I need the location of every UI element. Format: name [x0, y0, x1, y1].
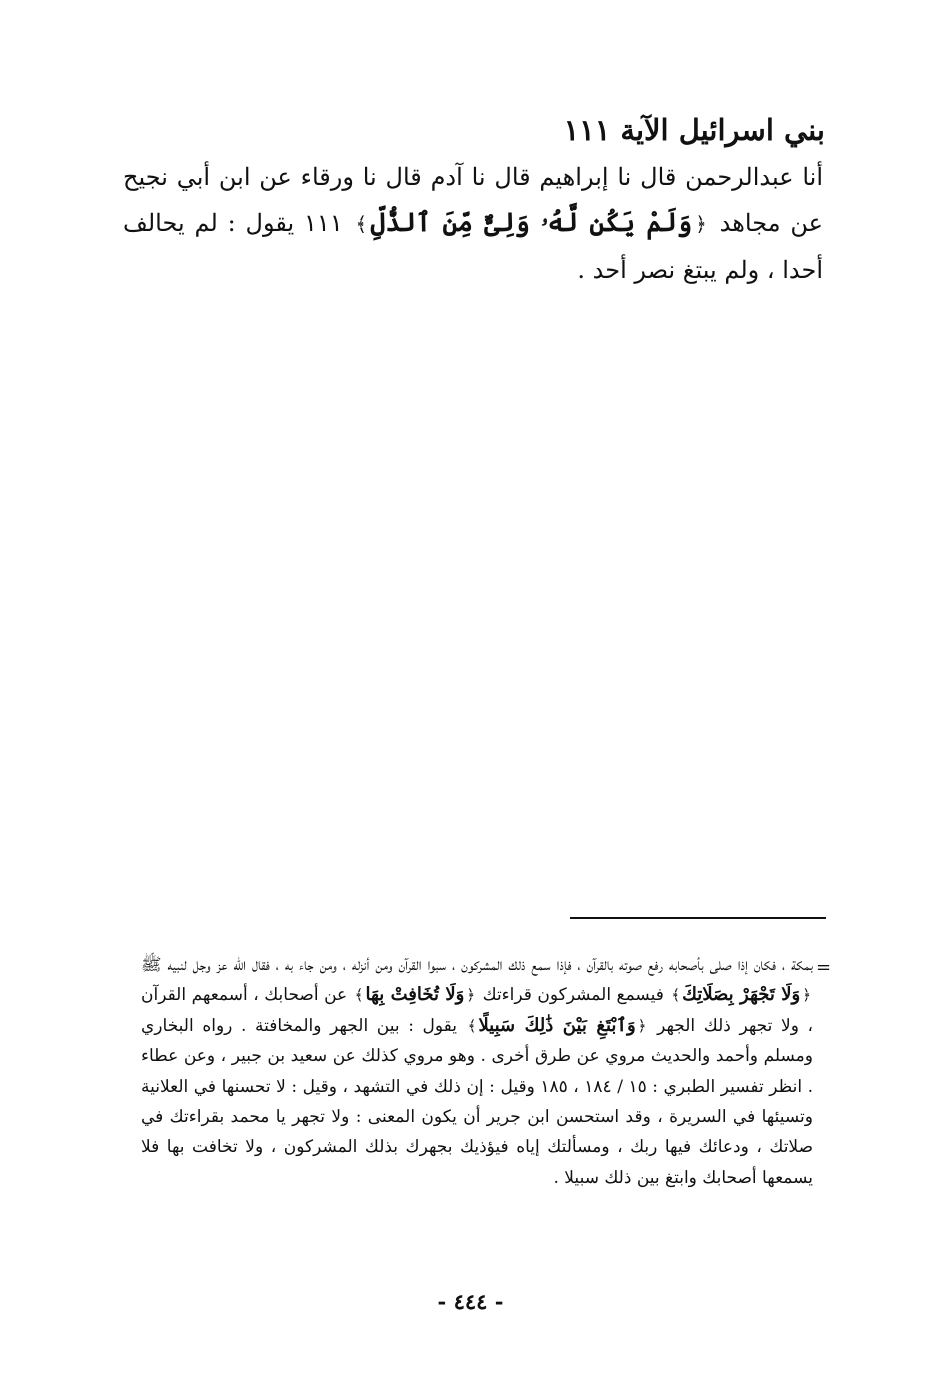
commentary-text: ١١١ يقول : لم يحالف أحدا ، ولم يبتغ نصر أحد .: [123, 209, 823, 284]
footnote-text-1: بمكة ، فكان إذا صلى بأصحابه رفع صوته بالقرآن ، فإذا سمع ذلك المشركون ، سبوا القرآن ومن أنزله ، ومن جاء به ، فقال الله عز وجل لنبيه ﷺ: [141, 955, 813, 975]
footnote-text-2: فيسمع المشركون قراءتك: [482, 985, 664, 1006]
footnote-verse-1: وَلَا تَجْهَرْ بِصَلَاتِكَ: [682, 984, 801, 1006]
quran-bracket-close: ﴾: [671, 986, 681, 1005]
narration-chain: أنا عبدالرحمن قال نا إبراهيم قال نا آدم قال نا ورقاء عن ابن أبي نجيح عن مجاهد: [123, 163, 823, 237]
footnote-divider: [570, 917, 826, 919]
page-number: - ٤٤٤ -: [437, 1289, 504, 1314]
quran-verse: وَلَمْ يَكُن لَّهُۥ وَلِىٌّ مِّنَ ٱلذُّلِّ: [370, 208, 693, 238]
quran-bracket-open: ﴿: [695, 212, 707, 236]
quran-bracket-open: ﴿: [637, 1016, 647, 1035]
footnote-text-4: يقول : بين الجهر والمخافتة . رواه البخاري ومسلم وأحمد والحديث مروي عن طرق أخرى . وهو مروي كذلك عن سعيد بن جبير ، وعن عطاء . انظر تفسير الطبري : ١٥ / ١٨٤ ، ١٨٥ وقيل : إن ذلك في التشهد ، وقيل : لا تحسنها في العلانية وتسيئها في السريرة ، وقد استحسن ابن جرير أن يكون المعنى : ولا تجهر يا محمد بقراءتك في صلاتك ، ودعائك فيها ربك ، ومسألتك إياه فيؤذيك بجهرك بذلك المشركون ، ولا تخافت بها فلا يسمعها أصحابك وابتغ بين ذلك سبيلا .: [141, 1015, 813, 1188]
quran-bracket-open: ﴿: [466, 986, 476, 1005]
quran-bracket-close: ﴾: [467, 1016, 477, 1035]
quran-bracket-open: ﴿: [802, 986, 812, 1005]
section-heading: بني اسرائيل الآية ١١١: [563, 113, 825, 147]
quran-bracket-close: ﴾: [355, 212, 368, 236]
main-paragraph: [123, 154, 823, 293]
footnote-verse-3: وَٱبْتَغِ بَيْنَ ذَٰلِكَ سَبِيلًا: [478, 1014, 636, 1036]
quran-bracket-close: ﴾: [354, 986, 364, 1005]
footnote-text-3: عن أصحابك ، أسمعهم القرآن ، ولا تجهر ذلك الجهر: [141, 985, 814, 1036]
footnote-continuation-marker: =: [816, 957, 832, 978]
footnote-verse-2: وَلَا تُخَافِتْ بِهَا: [365, 984, 465, 1006]
footnote: [141, 950, 813, 1193]
